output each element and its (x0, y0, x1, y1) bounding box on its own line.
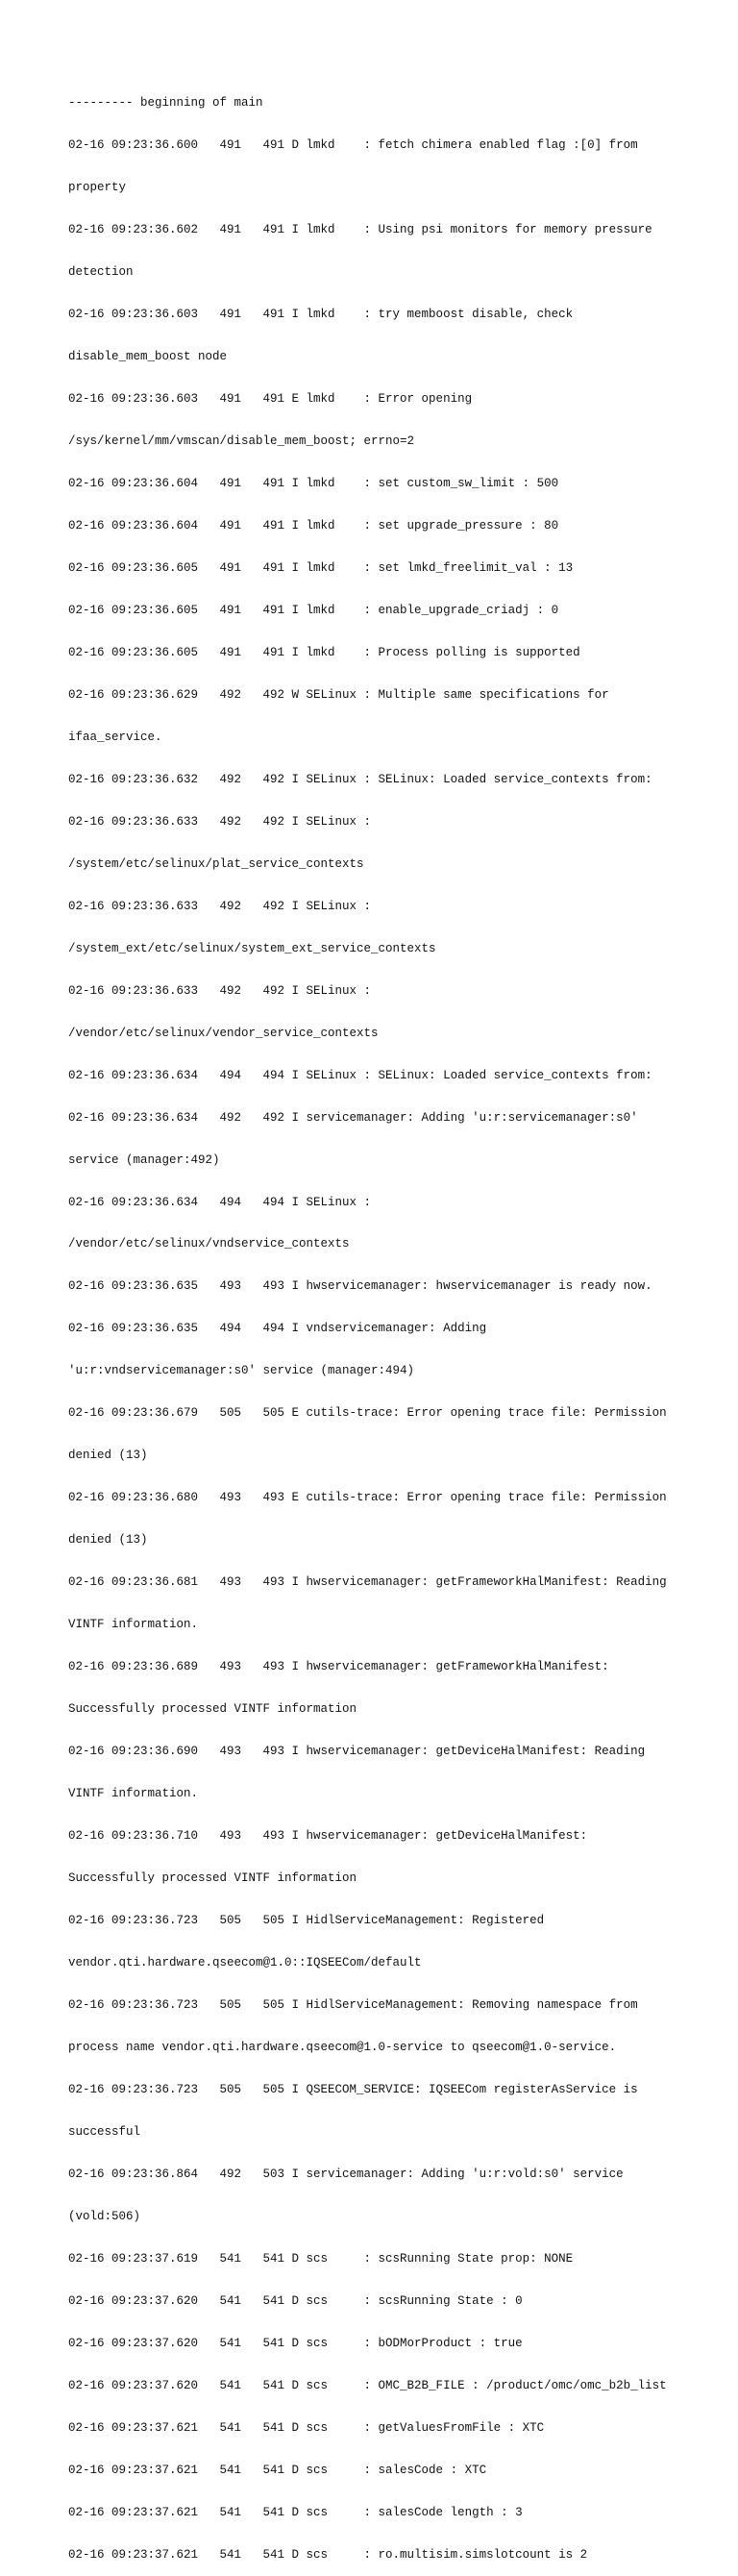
log-line: 02-16 09:23:37.621 541 541 D scs : getValuesFromFile : XTC (68, 2420, 545, 2435)
log-line: 02-16 09:23:36.633 492 492 I SELinux : (68, 814, 372, 829)
log-line: 02-16 09:23:36.723 505 505 I HidlServiceManagement: Removing namespace from (68, 1997, 638, 2012)
log-line: 02-16 09:23:37.621 541 541 D scs : ro.multisim.simslotcount is 2 (68, 2547, 588, 2562)
log-line: 02-16 09:23:36.864 492 503 I servicemanager: Adding 'u:r:vold:s0' service (68, 2167, 624, 2181)
log-document (68, 68, 722, 2576)
log-line: vendor.qti.hardware.qseecom@1.0::IQSEECom/default (68, 1955, 422, 1969)
log-line: 02-16 09:23:37.620 541 541 D scs : scsRunning State : 0 (68, 2293, 523, 2308)
log-line: 02-16 09:23:36.679 505 505 E cutils-trace: Error opening trace file: Permission (68, 1406, 667, 1421)
log-line: 02-16 09:23:36.605 491 491 I lmkd : Process polling is supported (68, 645, 580, 659)
log-line: VINTF information. (68, 1787, 199, 1801)
log-line: --------- beginning of main (68, 96, 263, 111)
log-line: service (manager:492) (68, 1152, 220, 1167)
log-line: 02-16 09:23:36.603 491 491 E lmkd : Error opening (68, 392, 473, 407)
log-line: disable_mem_boost node (68, 350, 228, 364)
log-line: 02-16 09:23:37.621 541 541 D scs : salesCode length : 3 (68, 2505, 523, 2519)
log-line: 02-16 09:23:36.600 491 491 D lmkd : fetch chimera enabled flag :[0] from (68, 138, 638, 153)
log-line: 02-16 09:23:36.603 491 491 I lmkd : try memboost disable, check (68, 308, 574, 322)
log-line: 02-16 09:23:36.635 493 493 I hwservicemanager: hwservicemanager is ready now. (68, 1279, 652, 1294)
log-line: detection (68, 265, 134, 280)
log-line: /vendor/etc/selinux/vndservice_contexts (68, 1237, 350, 1251)
log-line: /vendor/etc/selinux/vendor_service_contexts (68, 1026, 379, 1040)
log-line: 02-16 09:23:36.633 492 492 I SELinux : (68, 983, 372, 998)
log-line: 02-16 09:23:37.619 541 541 D scs : scsRunning State prop: NONE (68, 2251, 574, 2266)
log-line: 02-16 09:23:36.604 491 491 I lmkd : set upgrade_pressure : 80 (68, 519, 559, 533)
log-line: 02-16 09:23:36.634 492 492 I servicemanager: Adding 'u:r:servicemanager:s0' (68, 1110, 638, 1125)
log-line: 02-16 09:23:36.710 493 493 I hwservicemanager: getDeviceHalManifest: (68, 1829, 588, 1844)
log-line: VINTF information. (68, 1618, 199, 1632)
log-line: 02-16 09:23:36.604 491 491 I lmkd : set custom_sw_limit : 500 (68, 477, 559, 491)
log-line: 02-16 09:23:36.633 492 492 I SELinux : (68, 899, 372, 913)
log-line: 02-16 09:23:36.681 493 493 I hwservicemanager: getFrameworkHalManifest: Reading (68, 1575, 667, 1590)
log-line: /system/etc/selinux/plat_service_contexts (68, 856, 364, 871)
log-line: 02-16 09:23:36.690 493 493 I hwservicemanager: getDeviceHalManifest: Reading (68, 1745, 646, 1759)
log-line: 02-16 09:23:36.632 492 492 I SELinux : SELinux: Loaded service_contexts from: (68, 772, 652, 786)
log-line: Successfully processed VINTF information (68, 1871, 357, 1885)
log-line: /sys/kernel/mm/vmscan/disable_mem_boost; errno=2 (68, 434, 415, 449)
log-line: 02-16 09:23:36.634 494 494 I SELinux : (68, 1195, 372, 1209)
log-line: process name vendor.qti.hardware.qseecom@1.0-service to qseecom@1.0-service. (68, 2040, 617, 2054)
log-line: 02-16 09:23:36.634 494 494 I SELinux : SELinux: Loaded service_contexts from: (68, 1068, 652, 1082)
log-line: 02-16 09:23:36.689 493 493 I hwservicemanager: getFrameworkHalManifest: (68, 1660, 609, 1674)
log-line: denied (13) (68, 1449, 148, 1463)
log-line: 02-16 09:23:36.605 491 491 I lmkd : enable_upgrade_criadj : 0 (68, 603, 559, 617)
log-line: denied (13) (68, 1533, 148, 1548)
log-line: 02-16 09:23:37.621 541 541 D scs : salesCode : XTC (68, 2463, 487, 2477)
log-line: 02-16 09:23:36.635 494 494 I vndservicemanager: Adding (68, 1322, 487, 1336)
log-line: /system_ext/etc/selinux/system_ext_service_contexts (68, 941, 436, 955)
log-line: (vold:506) (68, 2209, 141, 2223)
log-line: Successfully processed VINTF information (68, 1702, 357, 1717)
log-line: 02-16 09:23:36.602 491 491 I lmkd : Using psi monitors for memory pressure (68, 223, 652, 237)
log-line: 02-16 09:23:36.680 493 493 E cutils-trace: Error opening trace file: Permission (68, 1491, 667, 1505)
log-line: 02-16 09:23:37.620 541 541 D scs : bODMorProduct : true (68, 2336, 523, 2350)
log-line: 02-16 09:23:37.620 541 541 D scs : OMC_B2B_FILE : /product/omc/omc_b2b_list (68, 2378, 667, 2392)
log-line: 02-16 09:23:36.629 492 492 W SELinux : Multiple same specifications for (68, 687, 609, 702)
log-line: successful (68, 2124, 141, 2139)
log-line: property (68, 181, 127, 195)
log-line: ifaa_service. (68, 730, 162, 744)
log-line: 02-16 09:23:36.723 505 505 I HidlServiceManagement: Registered (68, 1913, 545, 1927)
log-line: 'u:r:vndservicemanager:s0' service (manager:494) (68, 1364, 415, 1378)
log-line: 02-16 09:23:36.723 505 505 I QSEECOM_SERVICE: IQSEECom registerAsService is (68, 2082, 638, 2096)
log-line: 02-16 09:23:36.605 491 491 I lmkd : set lmkd_freelimit_val : 13 (68, 560, 574, 575)
